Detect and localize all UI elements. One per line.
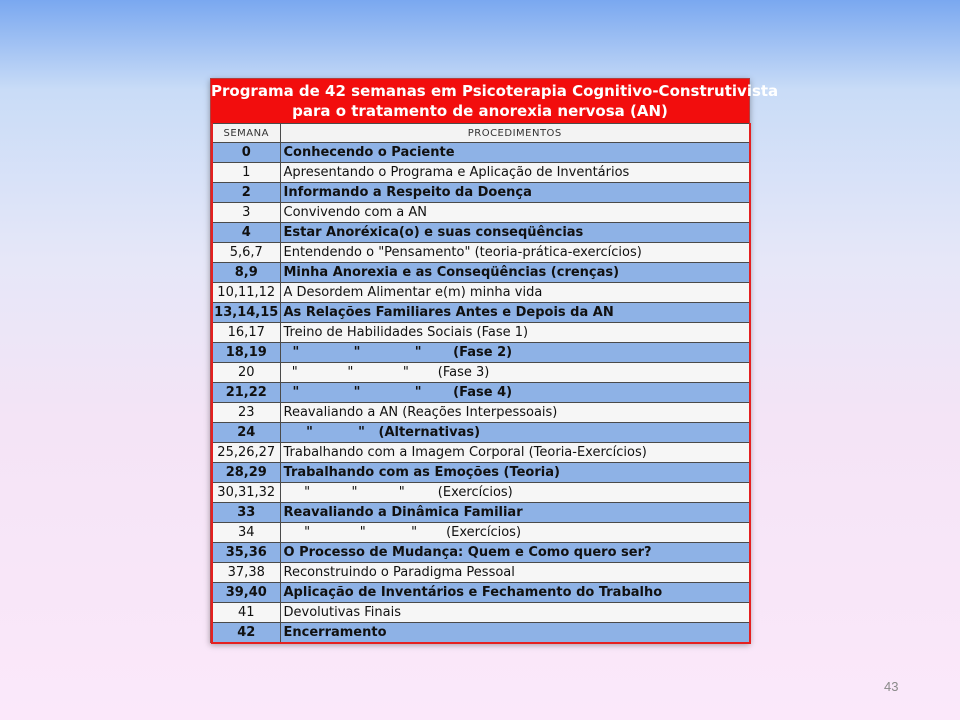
- procedure-cell: Trabalhando com as Emoções (Teoria): [280, 463, 750, 483]
- week-cell: 23: [212, 403, 280, 423]
- header-semana: SEMANA: [212, 124, 280, 143]
- procedure-cell: Conhecendo o Paciente: [280, 143, 750, 163]
- week-cell: 0: [212, 143, 280, 163]
- week-cell: 2: [212, 183, 280, 203]
- week-cell: 34: [212, 523, 280, 543]
- week-cell: 28,29: [212, 463, 280, 483]
- week-cell: 20: [212, 363, 280, 383]
- table-title-line-1: Programa de 42 semanas em Psicoterapia Cognitivo-Construtivista: [211, 82, 779, 100]
- procedure-cell: Convivendo com a AN: [280, 203, 750, 223]
- week-cell: 42: [212, 623, 280, 644]
- schedule-grid: [211, 123, 751, 644]
- table-row: [212, 543, 750, 563]
- table-row: [212, 443, 750, 463]
- table-row: [212, 383, 750, 403]
- table-row: [212, 463, 750, 483]
- page-number: 43: [884, 679, 899, 694]
- table-row: [212, 503, 750, 523]
- table-row: [212, 223, 750, 243]
- week-cell: 13,14,15: [212, 303, 280, 323]
- table-row: [212, 143, 750, 163]
- procedure-cell: Reavaliando a Dinâmica Familiar: [280, 503, 750, 523]
- table-row: [212, 343, 750, 363]
- table-title: [211, 79, 779, 123]
- procedure-cell: " " " (Exercícios): [280, 523, 750, 543]
- table-row: [212, 183, 750, 203]
- week-cell: 3: [212, 203, 280, 223]
- week-cell: 5,6,7: [212, 243, 280, 263]
- table-row: [212, 303, 750, 323]
- table-row: [212, 163, 750, 183]
- week-cell: 24: [212, 423, 280, 443]
- procedure-cell: Reavaliando a AN (Reações Interpessoais): [280, 403, 750, 423]
- procedure-cell: " " " (Fase 2): [280, 343, 750, 363]
- week-cell: 35,36: [212, 543, 280, 563]
- header-procedimentos: PROCEDIMENTOS: [280, 124, 750, 143]
- table-row: [212, 483, 750, 503]
- week-cell: 37,38: [212, 563, 280, 583]
- table-title-line-2: para o tratamento de anorexia nervosa (AN): [292, 102, 668, 120]
- table-row: [212, 583, 750, 603]
- week-cell: 21,22: [212, 383, 280, 403]
- procedure-cell: Aplicação de Inventários e Fechamento do Trabalho: [280, 583, 750, 603]
- week-cell: 18,19: [212, 343, 280, 363]
- table-row: [212, 263, 750, 283]
- table-row: [212, 403, 750, 423]
- procedure-cell: Treino de Habilidades Sociais (Fase 1): [280, 323, 750, 343]
- procedure-cell: Encerramento: [280, 623, 750, 644]
- procedure-cell: Apresentando o Programa e Aplicação de Inventários: [280, 163, 750, 183]
- table-row: [212, 603, 750, 623]
- procedure-cell: As Relações Familiares Antes e Depois da AN: [280, 303, 750, 323]
- procedure-cell: Trabalhando com a Imagem Corporal (Teoria-Exercícios): [280, 443, 750, 463]
- table-row: [212, 283, 750, 303]
- table-row: [212, 243, 750, 263]
- table-row: [212, 323, 750, 343]
- week-cell: 25,26,27: [212, 443, 280, 463]
- program-table: [210, 78, 779, 643]
- table-row: [212, 203, 750, 223]
- procedure-cell: " " " (Fase 4): [280, 383, 750, 403]
- table-row: [212, 623, 750, 644]
- procedure-cell: " " " (Fase 3): [280, 363, 750, 383]
- procedure-cell: A Desordem Alimentar e(m) minha vida: [280, 283, 750, 303]
- table-row: [212, 563, 750, 583]
- table-row: [212, 523, 750, 543]
- table-row: [212, 423, 750, 443]
- procedure-cell: Entendendo o "Pensamento" (teoria-prática-exercícios): [280, 243, 750, 263]
- week-cell: 4: [212, 223, 280, 243]
- week-cell: 30,31,32: [212, 483, 280, 503]
- week-cell: 33: [212, 503, 280, 523]
- procedure-cell: Estar Anoréxica(o) e suas conseqüências: [280, 223, 750, 243]
- header-row: [212, 124, 750, 143]
- procedure-cell: Devolutivas Finais: [280, 603, 750, 623]
- procedure-cell: " " " (Exercícios): [280, 483, 750, 503]
- week-cell: 1: [212, 163, 280, 183]
- week-cell: 10,11,12: [212, 283, 280, 303]
- procedure-cell: " " (Alternativas): [280, 423, 750, 443]
- week-cell: 8,9: [212, 263, 280, 283]
- procedure-cell: Reconstruindo o Paradigma Pessoal: [280, 563, 750, 583]
- procedure-cell: Minha Anorexia e as Conseqüências (crenças): [280, 263, 750, 283]
- procedure-cell: O Processo de Mudança: Quem e Como quero ser?: [280, 543, 750, 563]
- week-cell: 16,17: [212, 323, 280, 343]
- table-body: [212, 143, 750, 644]
- procedure-cell: Informando a Respeito da Doença: [280, 183, 750, 203]
- table-row: [212, 363, 750, 383]
- week-cell: 39,40: [212, 583, 280, 603]
- week-cell: 41: [212, 603, 280, 623]
